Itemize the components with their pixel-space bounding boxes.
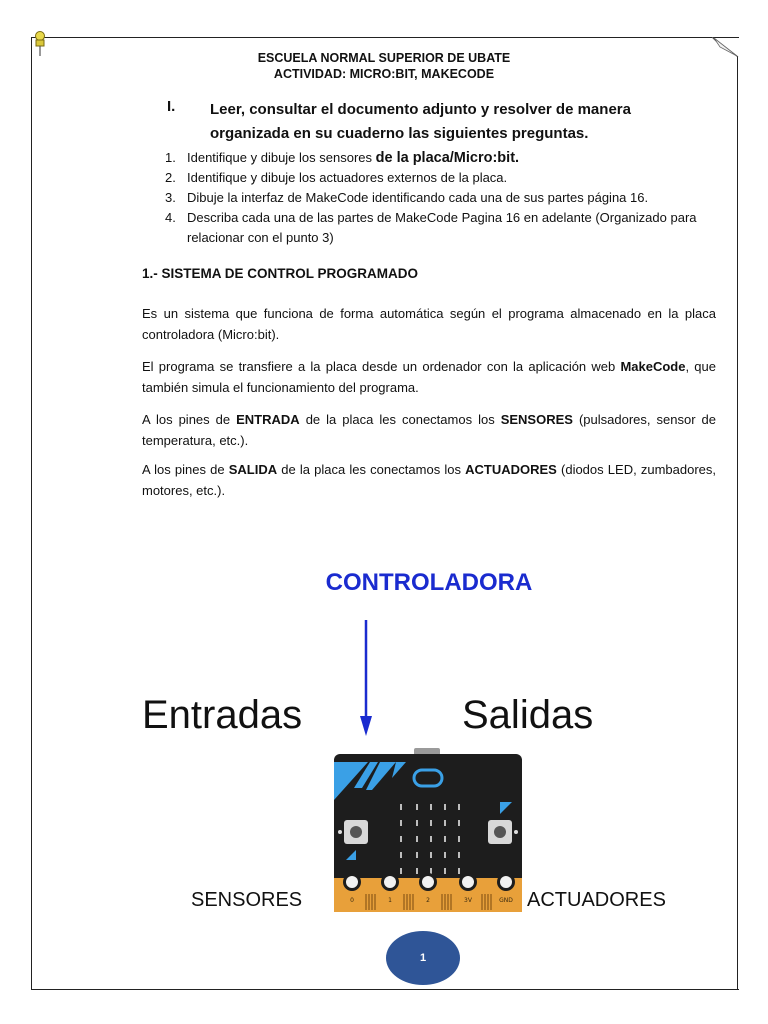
- actuators-label: ACTUADORES: [527, 889, 666, 911]
- paragraph-4: [142, 459, 716, 501]
- pin-label: GND: [499, 897, 513, 904]
- list-item-number: 1.: [165, 150, 176, 165]
- controller-label: CONTROLADORA: [325, 569, 533, 596]
- list-item: [165, 168, 725, 188]
- paragraph-text: de la placa les conectamos los: [277, 462, 466, 477]
- paragraph-bold: SENSORES: [500, 412, 573, 427]
- paragraph-bold: MakeCode: [620, 359, 686, 374]
- pin-label: 3V: [464, 897, 472, 904]
- school-name: ESCUELA NORMAL SUPERIOR DE UBATE: [257, 51, 511, 65]
- list-item-text: Describa cada una de las partes de MakeCode Pagina 16 en adelante (Organizado para relacionar con el punto 3): [187, 210, 697, 245]
- list-item: [165, 208, 725, 248]
- page-number-badge: [386, 931, 460, 985]
- outputs-label: Salidas: [462, 693, 594, 737]
- pin-label: 2: [426, 897, 430, 904]
- activity-title: ACTIVIDAD: MICRO:BIT, MAKECODE: [273, 67, 495, 81]
- paragraph-bold: ACTUADORES: [465, 462, 557, 477]
- list-item-text: Identifique y dibuje los sensores: [187, 150, 376, 165]
- paragraph-text: (pulsadores, sensor de temperatura, etc.).: [142, 412, 716, 448]
- paragraph-bold: SALIDA: [228, 462, 278, 477]
- list-item-number: 3.: [165, 190, 176, 205]
- list-item-text: Identifique y dibuje los actuadores externos de la placa.: [187, 170, 508, 185]
- list-item-bold-text: de la placa/Micro:bit.: [375, 150, 520, 166]
- microbit-board-image: [332, 748, 524, 912]
- question-number: I.: [167, 98, 176, 115]
- question-text: Leer, consultar el documento adjunto y resolver de manera organizada en su cuaderno las siguientes preguntas.: [210, 101, 631, 142]
- paragraph-1: Es un sistema que funciona de forma automática según el programa almacenado en la placa controladora (Micro:bit).: [142, 306, 716, 342]
- section-title: 1.- SISTEMA DE CONTROL PROGRAMADO: [142, 266, 419, 281]
- page-number: 1: [419, 952, 427, 964]
- paragraph-bold: ENTRADA: [236, 412, 300, 427]
- paragraph-text: de la placa les conectamos los: [299, 412, 501, 427]
- paragraph-text: , que también simula el funcionamiento del programa.: [142, 359, 717, 395]
- list-item-number: 4.: [165, 210, 176, 225]
- paragraph-text: (diodos LED, zumbadores, motores, etc.).: [142, 462, 716, 498]
- sensors-label: SENSORES: [191, 889, 303, 911]
- list-item-number: 2.: [165, 170, 176, 185]
- list-item-text: Dibuje la interfaz de MakeCode identificando cada una de sus partes página 16.: [187, 190, 649, 205]
- paragraph-2: [142, 356, 716, 398]
- page-border-right: [737, 56, 738, 990]
- question-list: [165, 148, 725, 248]
- paragraph-3: [142, 409, 716, 451]
- pin-label: 0: [350, 897, 354, 904]
- pin-label: 1: [388, 897, 392, 904]
- inputs-label: Entradas: [142, 693, 303, 737]
- paragraph-text: A los pines de: [142, 462, 229, 477]
- paragraph-text: A los pines de: [142, 412, 237, 427]
- arrow-down-icon: [355, 620, 377, 738]
- list-item: [165, 148, 725, 168]
- paragraph-text: El programa se transfiere a la placa desde un ordenador con la aplicación web: [142, 359, 621, 374]
- list-item: [165, 188, 725, 208]
